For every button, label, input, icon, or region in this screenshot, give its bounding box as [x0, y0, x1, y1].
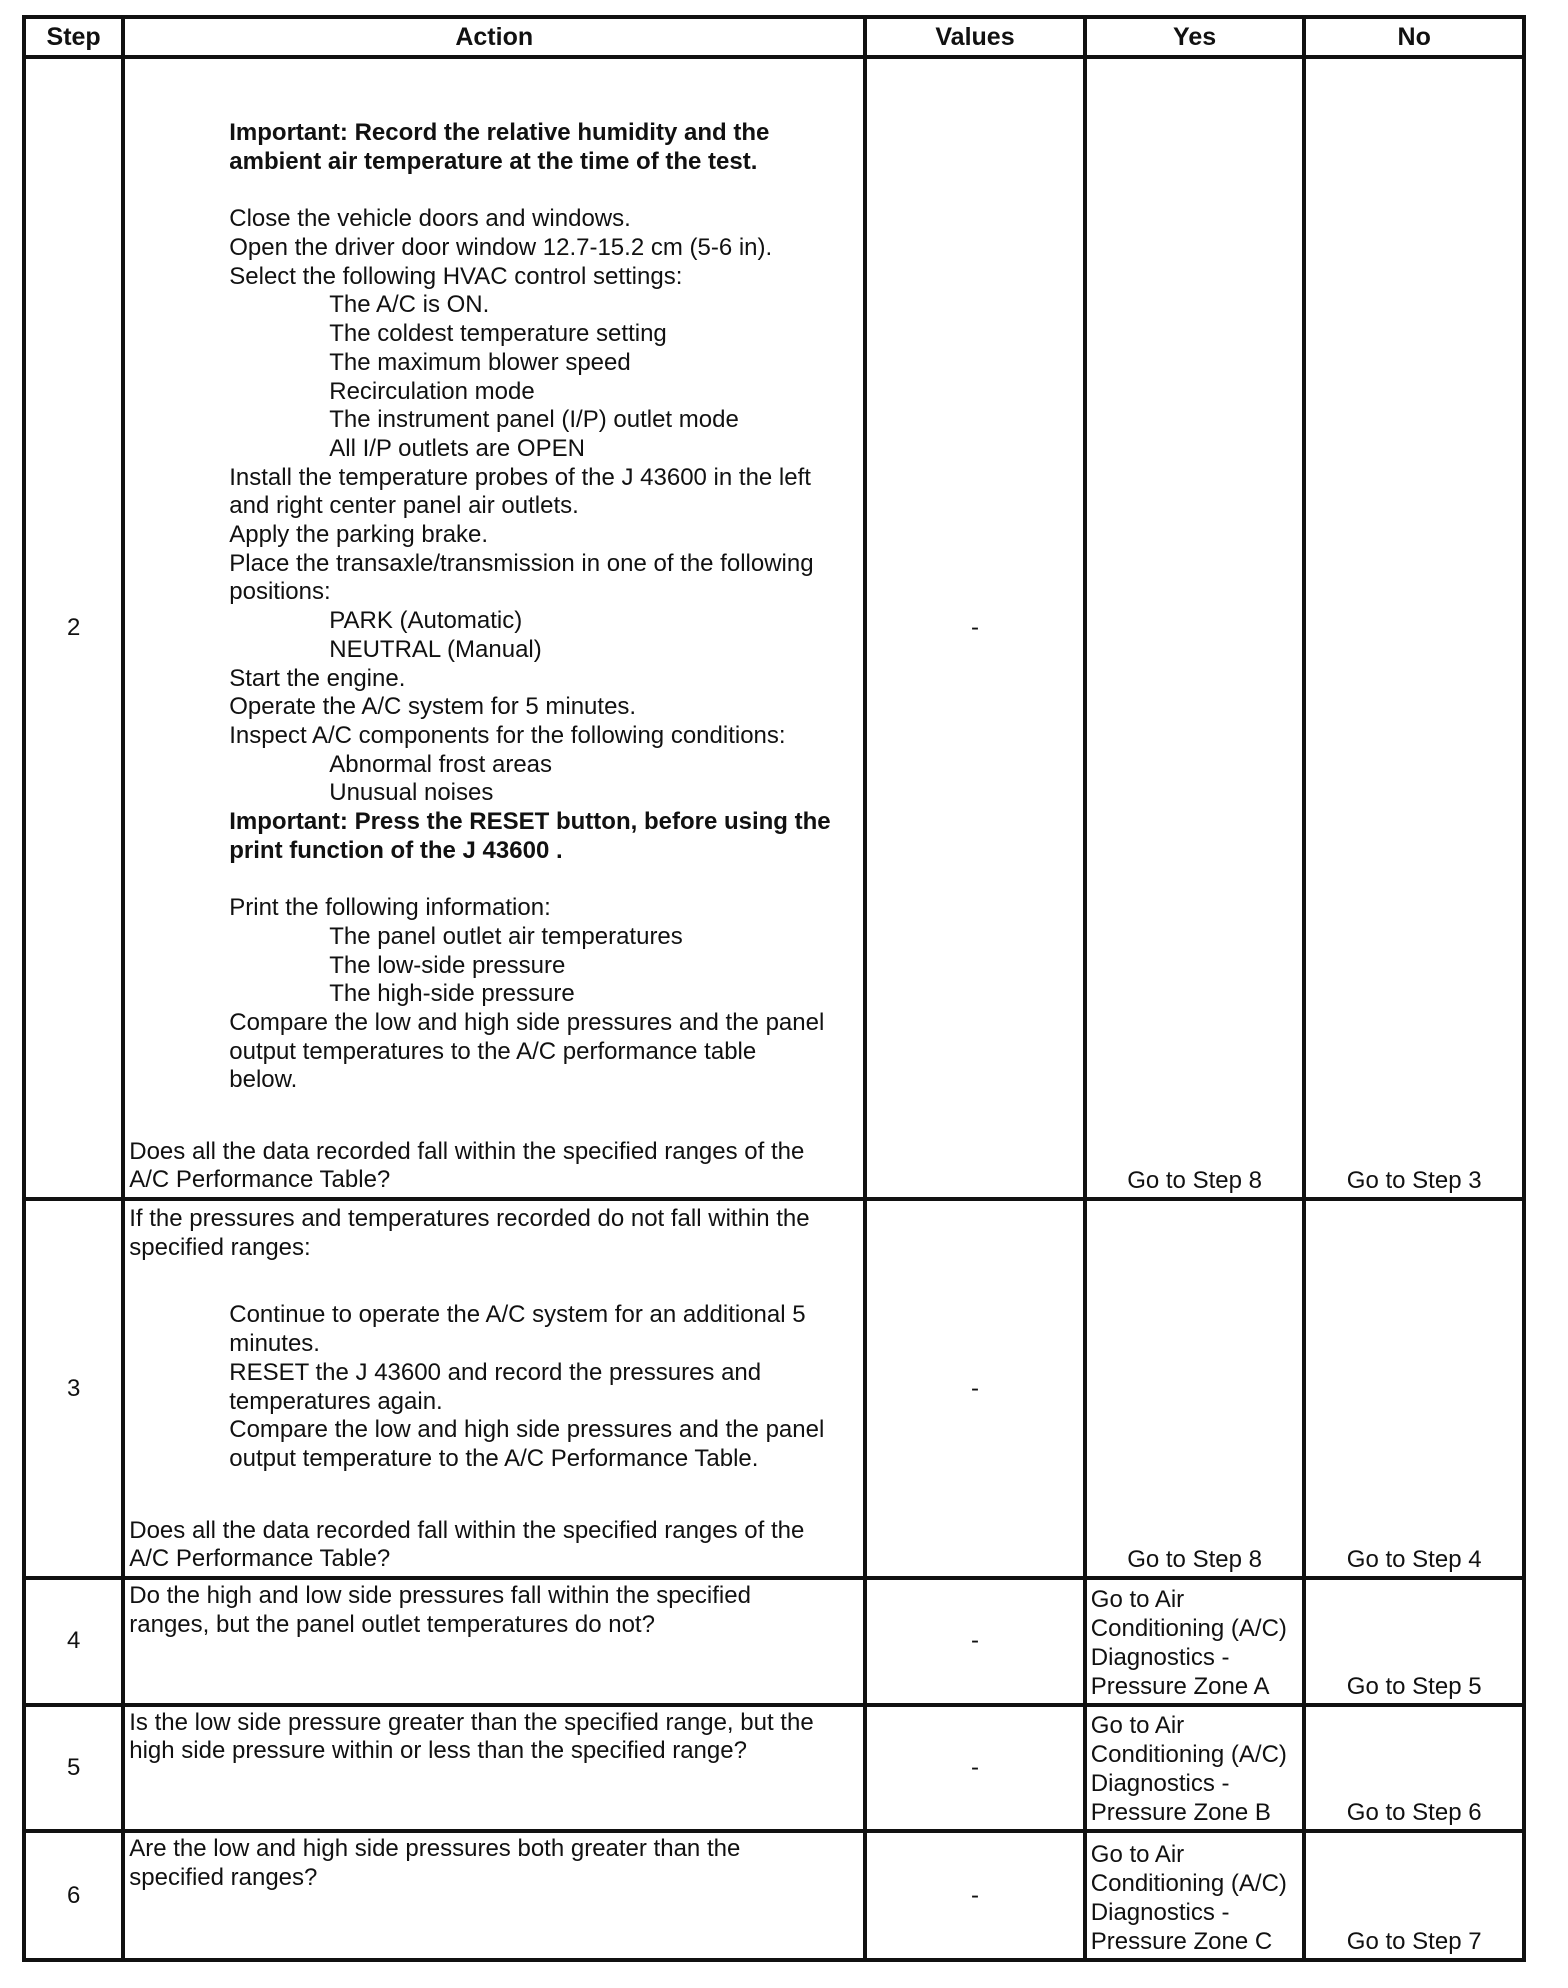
important-note: ambient air temperature at the time of the test.: [229, 147, 758, 175]
important-note: print function of the J 43600 .: [229, 836, 563, 864]
table-row-step-6: [24, 1831, 1524, 1960]
action-step: Operate the A/C system for 5 minutes.: [229, 693, 637, 721]
header-values: Values: [865, 17, 1085, 57]
action-substep: The low-side pressure: [329, 951, 566, 979]
action-substep: PARK (Automatic): [329, 607, 523, 635]
table-row-step-2: [24, 57, 1524, 1199]
action-substep: The coldest temperature setting: [329, 320, 667, 348]
action-intro: If the pressures and temperatures recorded do not fall within the: [129, 1205, 810, 1233]
action-step: RESET the J 43600 and record the pressures and: [229, 1358, 762, 1386]
no-cell: Go to Step 3: [1304, 57, 1524, 1199]
action-substep: Unusual noises: [329, 779, 494, 807]
action-substep: The high-side pressure: [329, 980, 575, 1008]
yes-line: Pressure Zone B: [1090, 1799, 1271, 1827]
action-cell: [123, 1578, 865, 1705]
action-substep: The A/C is ON.: [329, 291, 490, 319]
action-substep: All I/P outlets are OPEN: [329, 434, 585, 462]
action-text: specified ranges?: [129, 1864, 318, 1891]
no-cell: Go to Step 6: [1304, 1705, 1524, 1832]
action-substep: The maximum blower speed: [329, 348, 631, 376]
question-line: A/C Performance Table?: [129, 1166, 391, 1194]
action-text: Do the high and low side pressures fall within the specified: [129, 1582, 751, 1610]
action-question: [129, 1138, 859, 1195]
action-step: Compare the low and high side pressures and the panel: [229, 1416, 825, 1444]
table-row-step-4: [24, 1578, 1524, 1705]
important-note: Important: Press the RESET button, before using the: [229, 808, 831, 836]
yes-cell: Go to Step 8: [1085, 57, 1305, 1199]
action-substep: The instrument panel (I/P) outlet mode: [329, 406, 739, 434]
question-line: Does all the data recorded fall within the specified ranges of the: [129, 1516, 805, 1544]
yes-cell: [1085, 1831, 1305, 1960]
header-action: Action: [123, 17, 865, 57]
header-no: No: [1304, 17, 1524, 57]
action-step: output temperatures to the A/C performance table: [229, 1037, 757, 1065]
yes-line: Go to Air: [1090, 1585, 1185, 1613]
step-number: 2: [24, 57, 123, 1199]
no-cell: Go to Step 4: [1304, 1199, 1524, 1578]
action-step: Start the engine.: [229, 664, 406, 692]
yes-line: Pressure Zone A: [1090, 1672, 1270, 1700]
yes-cell: Go to Step 8: [1085, 1199, 1305, 1578]
yes-line: Diagnostics -: [1090, 1770, 1230, 1798]
question-line: Does all the data recorded fall within the specified ranges of the: [129, 1137, 805, 1165]
no-cell: Go to Step 7: [1304, 1831, 1524, 1960]
action-intro: specified ranges:: [129, 1233, 311, 1261]
yes-line: Diagnostics -: [1090, 1643, 1230, 1671]
action-substep: Recirculation mode: [329, 377, 535, 405]
action-step: Install the temperature probes of the J 43600 in the left: [229, 463, 811, 491]
values-cell: -: [865, 1199, 1085, 1578]
header-row: [24, 17, 1524, 57]
action-step: below.: [229, 1066, 298, 1094]
action-cell: [123, 57, 865, 1199]
diagnostic-table: [22, 15, 1526, 1962]
values-cell: -: [865, 1831, 1085, 1960]
action-step: Apply the parking brake.: [229, 521, 489, 549]
action-substep: The panel outlet air temperatures: [329, 922, 683, 950]
yes-cell: [1085, 1578, 1305, 1705]
action-step: Open the driver door window 12.7-15.2 cm (5-6 in).: [229, 234, 773, 261]
action-step: Place the transaxle/transmission in one of the following: [229, 549, 814, 577]
yes-line: Go to Air: [1090, 1841, 1185, 1868]
table-row-step-5: [24, 1705, 1524, 1832]
action-text: high side pressure within or less than the specified range?: [129, 1737, 747, 1765]
action-cell: [123, 1705, 865, 1832]
action-step: Select the following HVAC control settings:: [229, 262, 683, 290]
step-number: 3: [24, 1199, 123, 1578]
values-cell: -: [865, 1705, 1085, 1832]
yes-line: Diagnostics -: [1090, 1899, 1230, 1926]
action-cell: [123, 1199, 865, 1578]
header-yes: Yes: [1085, 17, 1305, 57]
no-cell: Go to Step 5: [1304, 1578, 1524, 1705]
step-number: 5: [24, 1705, 123, 1832]
yes-line: Conditioning (A/C): [1090, 1870, 1287, 1897]
action-question: [129, 1517, 859, 1574]
yes-cell: [1085, 1705, 1305, 1832]
action-text: Are the low and high side pressures both greater than the: [129, 1835, 741, 1863]
values-cell: -: [865, 1578, 1085, 1705]
header-step: Step: [24, 17, 123, 57]
action-step: output temperature to the A/C Performance Table.: [229, 1445, 759, 1472]
action-step: Compare the low and high side pressures and the panel: [229, 1008, 825, 1036]
yes-line: Conditioning (A/C): [1090, 1614, 1287, 1642]
action-step: and right center panel air outlets.: [229, 492, 579, 520]
yes-line: Conditioning (A/C): [1090, 1741, 1287, 1769]
action-step: minutes.: [229, 1330, 320, 1358]
values-cell: -: [865, 57, 1085, 1199]
action-step: Inspect A/C components for the following conditions:: [229, 721, 786, 749]
action-step: Continue to operate the A/C system for an additional 5: [229, 1301, 806, 1329]
yes-line: Pressure Zone C: [1090, 1928, 1273, 1955]
action-substep: NEUTRAL (Manual): [329, 635, 542, 663]
important-note: Important: Record the relative humidity and the: [229, 119, 770, 147]
yes-line: Go to Air: [1090, 1712, 1185, 1740]
action-step: Close the vehicle doors and windows.: [229, 205, 631, 233]
action-text: Is the low side pressure greater than the specified range, but the: [129, 1708, 814, 1736]
table-row-step-3: [24, 1199, 1524, 1578]
action-cell: [123, 1831, 865, 1960]
step-number: 6: [24, 1831, 123, 1960]
action-step: temperatures again.: [229, 1387, 443, 1415]
action-step: positions:: [229, 578, 331, 606]
step-number: 4: [24, 1578, 123, 1705]
action-substep: Abnormal frost areas: [329, 750, 553, 778]
question-line: A/C Performance Table?: [129, 1545, 391, 1573]
action-text: ranges, but the panel outlet temperatures do not?: [129, 1610, 655, 1638]
action-step: Print the following information:: [229, 894, 551, 922]
